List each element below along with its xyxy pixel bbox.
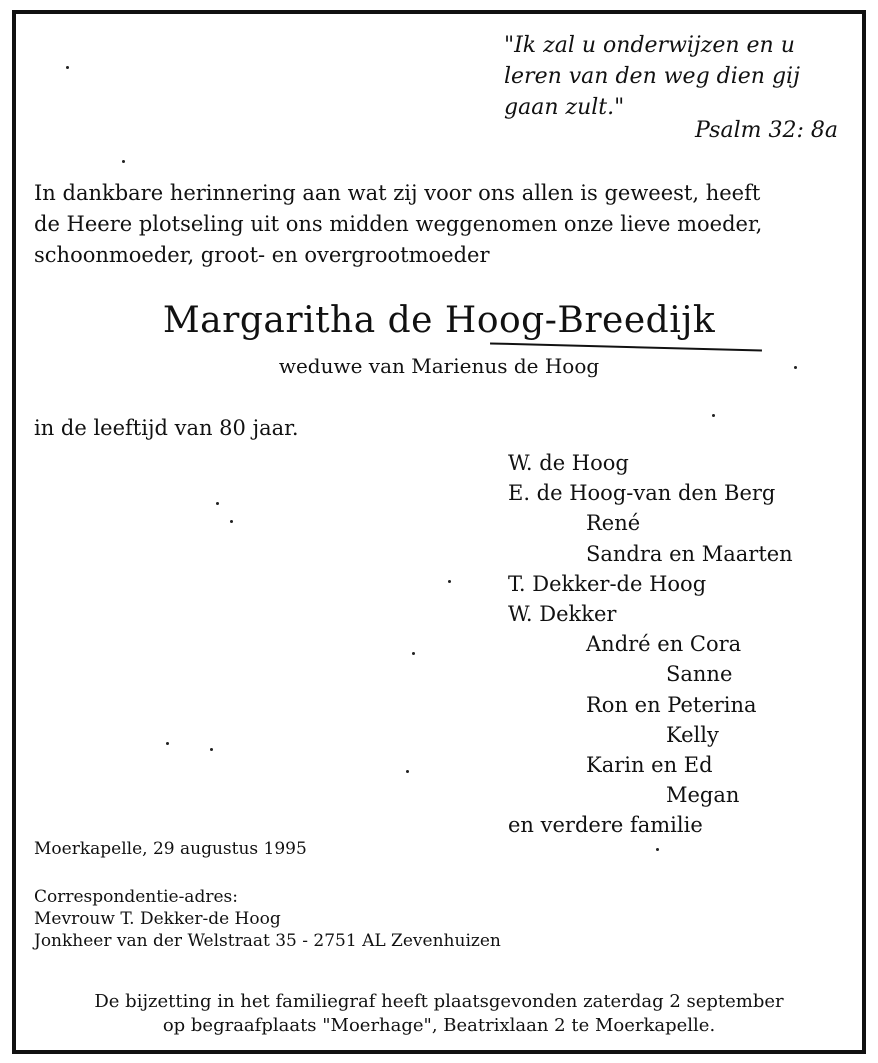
burial-line: De bijzetting in het familiegraf heeft plaatsgevonden zaterdag 2 september — [94, 991, 784, 1012]
family-member: Karin en Ed — [586, 753, 713, 777]
deceased-subtitle: weduwe van Marienus de Hoog — [278, 354, 600, 378]
family-member: en verdere familie — [508, 813, 703, 838]
family-member: Kelly — [666, 722, 719, 747]
print-speck — [406, 770, 409, 773]
print-speck — [712, 414, 715, 417]
quote-line: gaan zult." — [504, 95, 625, 120]
print-speck — [230, 520, 233, 523]
correspondence-label: Correspondentie-adres: — [34, 887, 238, 907]
intro-line: In dankbare herinnering aan wat zij voor ons allen is geweest, heeft — [34, 181, 761, 205]
family-member: W. de Hoog — [508, 451, 629, 475]
place-date: Moerkapelle, 29 augustus 1995 — [34, 839, 307, 859]
burial-notice — [16, 990, 862, 1038]
quote-reference: Psalm 32: 8a — [694, 118, 838, 143]
family-member: Sandra en Maarten — [586, 541, 793, 566]
intro-line: schoonmoeder, groot- en overgrootmoeder — [34, 243, 490, 267]
correspondence-name: Mevrouw T. Dekker-de Hoog — [34, 909, 281, 929]
age-text: in de leeftijd van 80 jaar. — [34, 416, 299, 440]
print-speck — [448, 580, 451, 583]
deceased-name: Margaritha de Hoog-Breedijk — [162, 300, 716, 341]
intro-text — [34, 178, 854, 271]
correspondence-address: Jonkheer van der Welstraat 35 - 2751 AL Zevenhuizen — [34, 931, 501, 951]
burial-line: op begraafplaats "Moerhage", Beatrixlaan 2 te Moerkapelle. — [162, 1015, 716, 1036]
name-underline — [490, 342, 762, 351]
print-speck — [412, 652, 415, 655]
quote-line: "Ik zal u onderwijzen en u — [504, 33, 795, 58]
family-member: E. de Hoog-van den Berg — [508, 481, 776, 506]
correspondence-block — [34, 886, 501, 952]
print-speck — [216, 502, 219, 505]
print-speck — [656, 848, 659, 851]
print-speck — [66, 66, 69, 69]
intro-line: de Heere plotseling uit ons midden weggenomen onze lieve moeder, — [34, 212, 763, 236]
family-member: T. Dekker-de Hoog — [508, 571, 707, 596]
family-member: Megan — [666, 783, 740, 808]
bible-quote — [504, 30, 844, 123]
family-member: W. Dekker — [508, 602, 617, 626]
family-member: André en Cora — [586, 632, 742, 657]
print-speck — [166, 742, 169, 745]
obituary-card — [12, 10, 866, 1054]
print-speck — [122, 160, 125, 163]
family-member: Sanne — [666, 662, 733, 687]
quote-line: leren van den weg dien gij — [504, 64, 800, 89]
print-speck — [794, 366, 797, 369]
print-speck — [210, 748, 213, 751]
family-member: Ron en Peterina — [586, 692, 757, 717]
family-member: René — [586, 511, 641, 536]
